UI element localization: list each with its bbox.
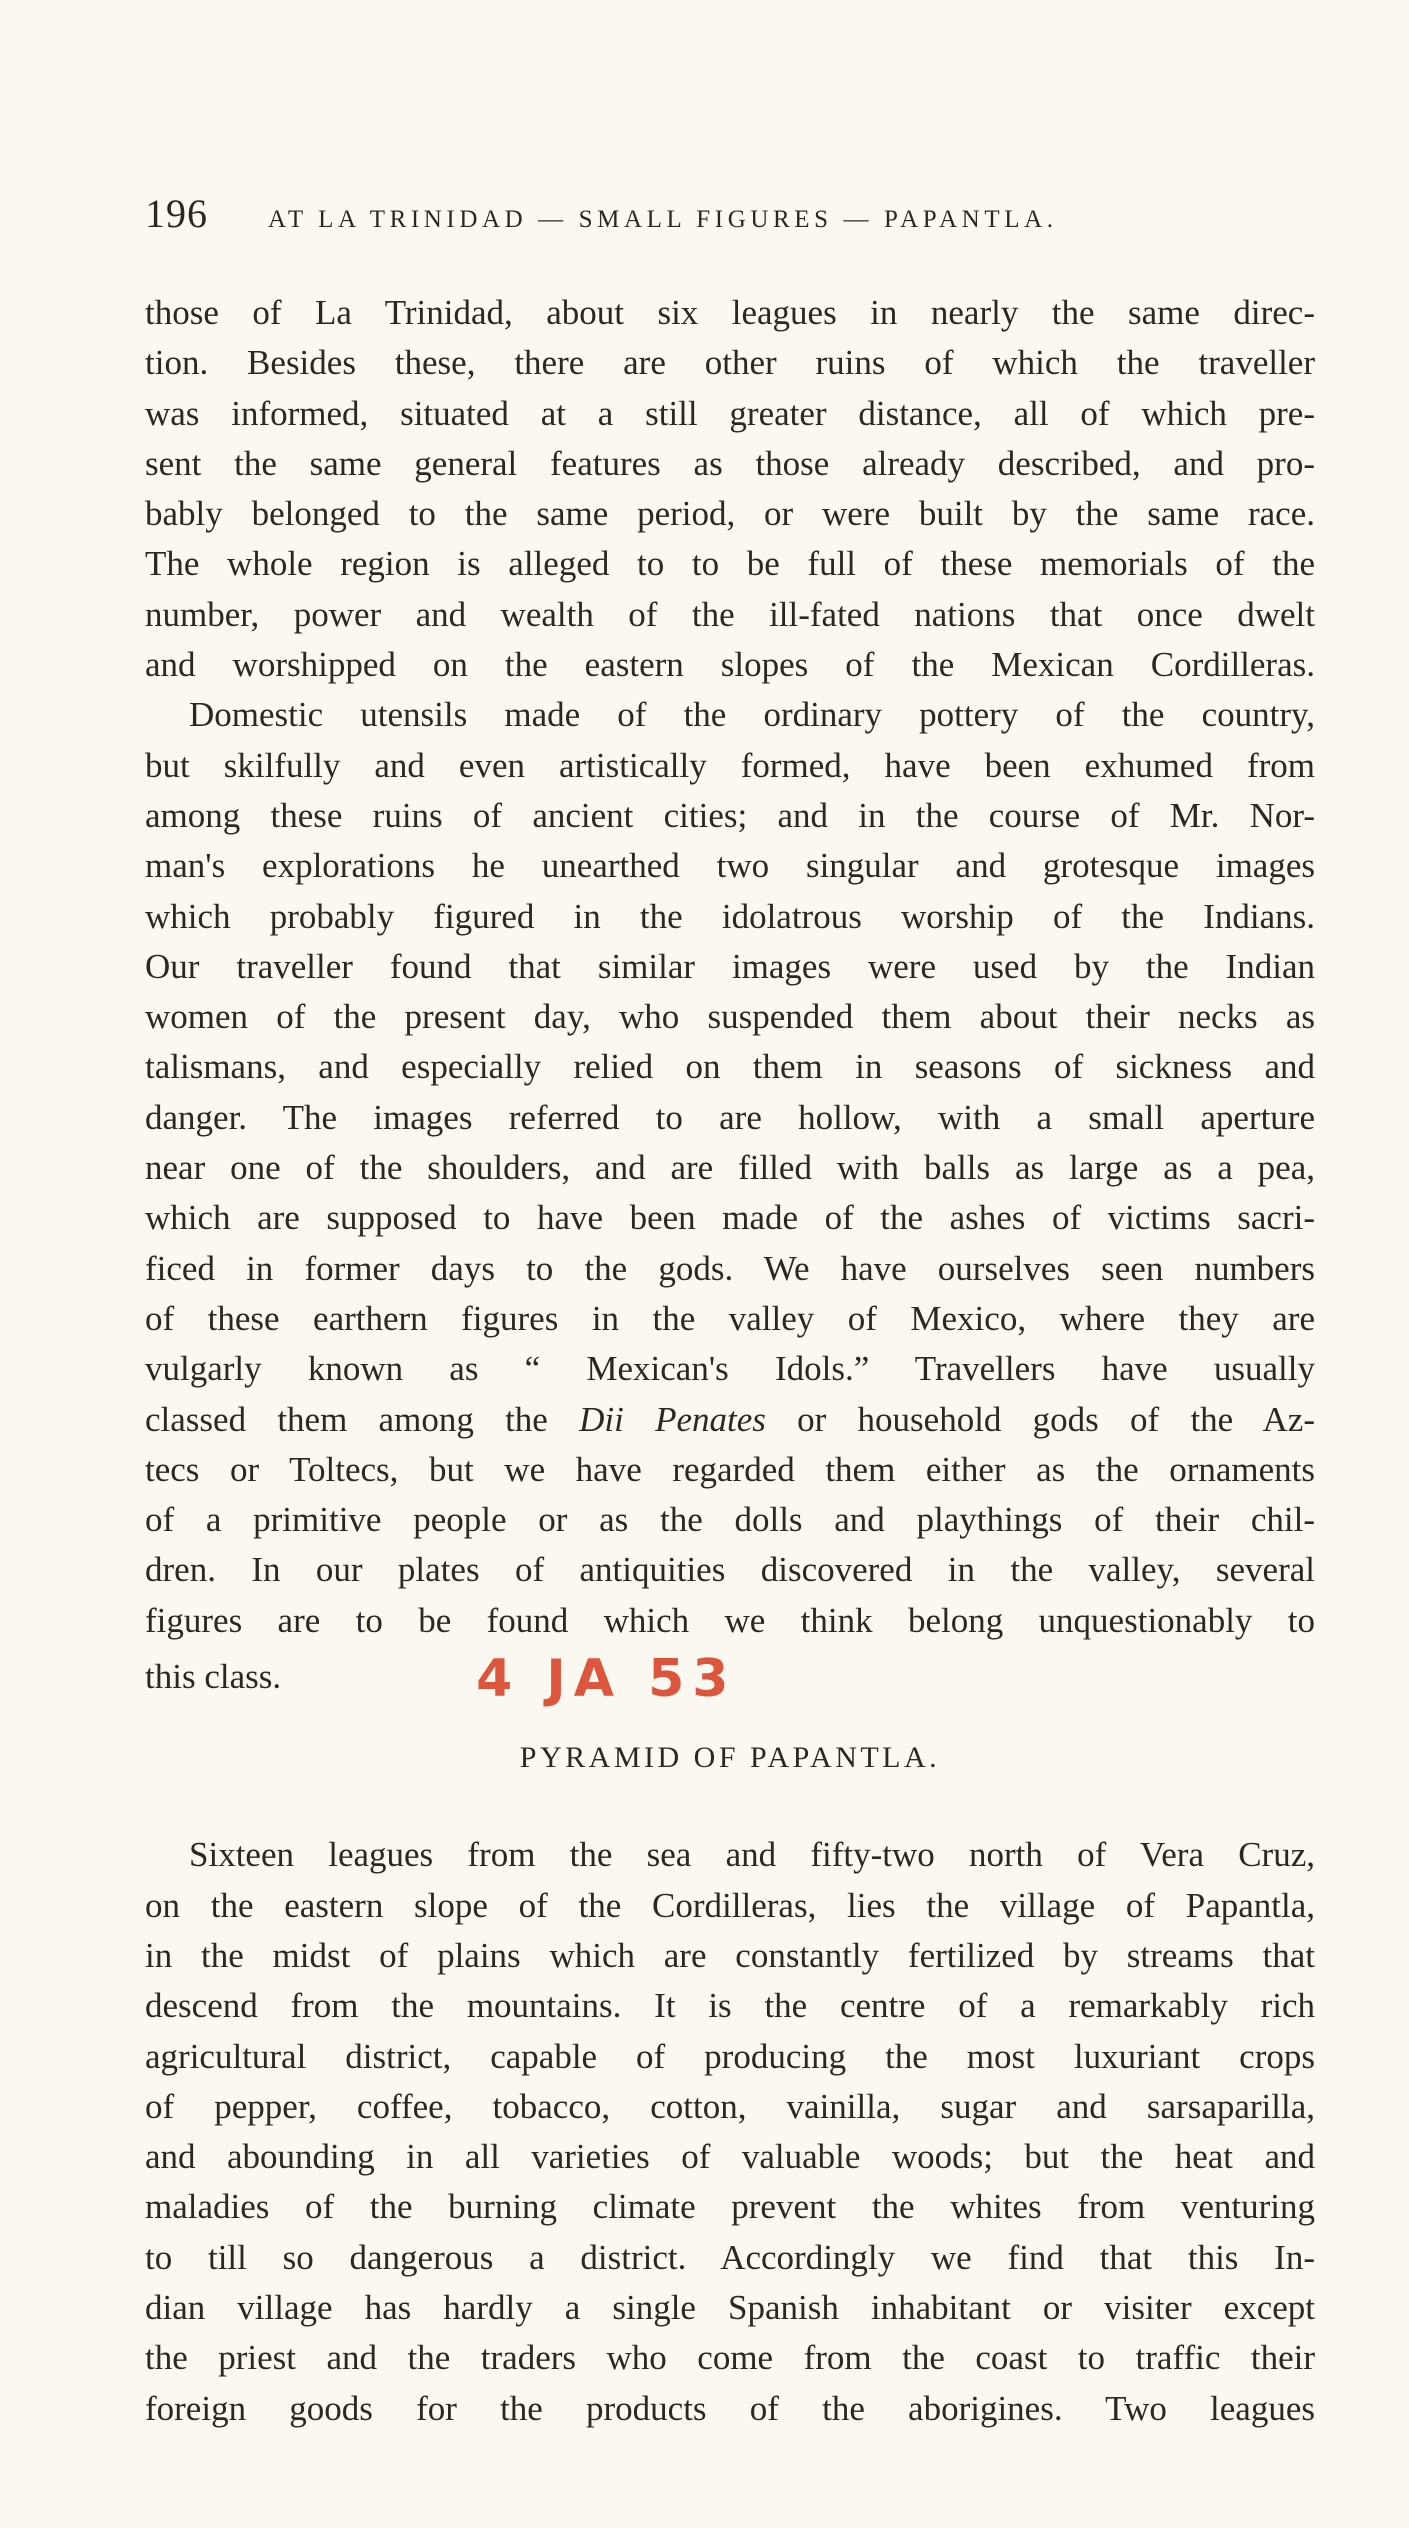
text-line: of a primitive people or as the dolls and playthings of their chil- xyxy=(145,1500,1315,1540)
text-line: Sixteen leagues from the sea and fifty-two north of Vera Cruz, xyxy=(189,1835,1315,1875)
text-line: those of La Trinidad, about six leagues in nearly the same direc- xyxy=(145,293,1315,332)
text-line: Domestic utensils made of the ordinary pottery of the country, xyxy=(189,695,1315,735)
text-line: dian village has hardly a single Spanish inhabitant or visiter except xyxy=(145,2287,1315,2327)
text-line: classed them among the Dii Penates or household gods of the Az- xyxy=(145,1399,1315,1439)
text-line: danger. The images referred to are hollow, with a small aperture xyxy=(145,1097,1315,1137)
text-line: of these earthern figures in the valley of Mexico, where they are xyxy=(145,1298,1315,1338)
running-title: AT LA TRINIDAD — SMALL FIGURES — PAPANTLA. xyxy=(268,206,1058,233)
text-line: of pepper, coffee, tobacco, cotton, vainilla, sugar and sarsaparilla, xyxy=(145,2086,1315,2126)
text-line: was informed, situated at a still greater distance, all of which pre- xyxy=(145,393,1315,433)
text-line: which are supposed to have been made of the ashes of victims sacri- xyxy=(145,1198,1315,1238)
text-line: bably belonged to the same period, or were built by the same race. xyxy=(145,494,1315,534)
text-line: but skilfully and even artistically formed, have been exhumed from xyxy=(145,745,1315,785)
text-line: agricultural district, capable of producing the most luxuriant crops xyxy=(145,2036,1315,2076)
text-line: man's explorations he unearthed two singular and grotesque images xyxy=(145,846,1315,886)
text-line: ficed in former days to the gods. We have ourselves seen numbers xyxy=(145,1248,1315,1288)
text-line: talismans, and especially relied on them in seasons of sickness and xyxy=(145,1047,1315,1087)
text-line: in the midst of plains which are constantly fertilized by streams that xyxy=(145,1935,1315,1975)
text-line: the priest and the traders who come from the coast to traffic their xyxy=(145,2338,1315,2378)
text-line: and worshipped on the eastern slopes of the Mexican Cordilleras. xyxy=(145,645,1315,685)
text-line: maladies of the burning climate prevent the whites from venturing xyxy=(145,2187,1315,2227)
text-line: on the eastern slope of the Cordilleras, lies the village of Papantla, xyxy=(145,1885,1315,1925)
paragraph-3 xyxy=(145,1830,1315,2434)
text-line: among these ruins of ancient cities; and in the course of Mr. Nor- xyxy=(145,795,1315,835)
text-line: women of the present day, who suspended them about their necks as xyxy=(145,997,1315,1037)
book-page xyxy=(145,190,1315,2434)
text-line: foreign goods for the products of the aborigines. Two leagues xyxy=(145,2388,1315,2428)
text-line: which probably figured in the idolatrous worship of the Indians. xyxy=(145,896,1315,936)
text-line: figures are to be found which we think belong unquestionably to xyxy=(145,1600,1315,1640)
text-line: tion. Besides these, there are other ruins of which the traveller xyxy=(145,343,1315,383)
library-date-stamp: 4 JA 53 xyxy=(476,1649,737,1710)
text-line: number, power and wealth of the ill-fated nations that once dwelt xyxy=(145,594,1315,634)
text-line: vulgarly known as “ Mexican's Idols.” Travellers have usually xyxy=(145,1349,1315,1389)
text-line: dren. In our plates of antiquities discovered in the valley, several xyxy=(145,1550,1315,1590)
text-line: The whole region is alleged to to be full of these memorials of the xyxy=(145,544,1315,584)
running-head xyxy=(145,190,1315,250)
paragraph-2 xyxy=(145,690,1315,1710)
text-line: Our traveller found that similar images were used by the Indian xyxy=(145,946,1315,986)
text-line: to till so dangerous a district. Accordingly we find that this In- xyxy=(145,2237,1315,2277)
text-line: descend from the mountains. It is the centre of a remarkably rich xyxy=(145,1986,1315,2026)
text-line: and abounding in all varieties of valuable woods; but the heat and xyxy=(145,2137,1315,2177)
text-line: near one of the shoulders, and are filled with balls as large as a pea, xyxy=(145,1148,1315,1188)
page-number: 196 xyxy=(145,191,208,236)
latin-phrase: Dii Penates xyxy=(579,1399,766,1439)
text-line: tecs or Toltecs, but we have regarded them either as the ornaments xyxy=(145,1449,1315,1489)
text-line: this class. xyxy=(145,1657,282,1697)
stamp-line xyxy=(145,1646,1315,1710)
section-heading: PYRAMID OF PAPANTLA. xyxy=(519,1741,941,1775)
paragraph-1 xyxy=(145,288,1315,690)
text-line: sent the same general features as those already described, and pro- xyxy=(145,443,1315,483)
